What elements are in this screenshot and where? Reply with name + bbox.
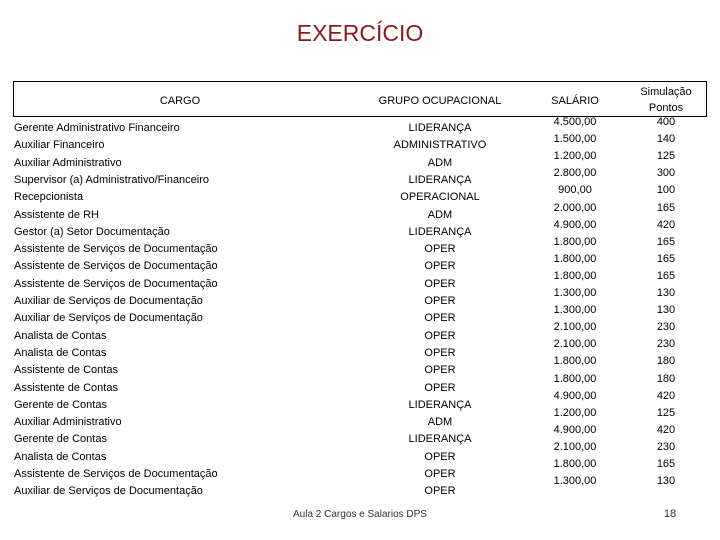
cell-cargo: Assistente de Serviços de Documentação [14,243,218,256]
cell-cargo: Auxiliar Administrativo [14,416,122,429]
cell-salario: 2.100,00 [553,338,597,351]
cell-grupo: LIDERANÇA [408,398,472,411]
cell-cargo: Assistente de Serviços de Documentação [14,260,218,273]
cell-pontos: 400 [656,116,676,128]
cell-grupo: LIDERANÇA [408,433,472,446]
cell-cargo: Assistente de Contas [14,364,118,377]
cell-cargo: Assistente de RH [14,208,99,221]
cell-grupo: ADM [427,156,453,169]
cell-grupo: OPER [424,295,456,307]
cell-pontos: 165 [656,201,676,214]
cell-cargo: Analista de Contas [14,346,107,359]
cell-grupo: OPER [424,364,456,377]
cell-salario: 2.800,00 [553,167,597,180]
cell-grupo: OPER [424,346,456,359]
cell-pontos: 100 [656,184,676,197]
cell-salario: 2.000,00 [553,201,597,214]
cell-cargo: Auxiliar de Serviços de Documentação [14,295,203,307]
cell-cargo: Gerente de Contas [14,398,107,411]
header-grupo-ocupacional: GRUPO OCUPACIONAL [378,95,502,107]
cell-cargo: Analista de Contas [14,450,107,463]
cell-pontos: 125 [656,406,676,419]
footer-text: Aula 2 Cargos e Salarios DPS [293,509,427,520]
cell-cargo: Auxiliar de Serviços de Documentação [14,485,203,498]
cell-pontos: 230 [656,338,676,351]
cell-grupo: LIDERANÇA [408,225,472,238]
cell-cargo: Gerente Administrativo Financeiro [14,122,180,134]
cell-salario: 2.100,00 [553,321,597,334]
cell-cargo: Analista de Contas [14,329,107,342]
cell-grupo: OPER [424,468,456,480]
cell-salario: 1.800,00 [553,355,597,368]
cell-salario: 1.300,00 [553,475,597,488]
cell-pontos: 420 [656,423,676,436]
cell-salario: 1.500,00 [553,133,597,146]
cell-pontos: 300 [656,167,676,180]
cell-salario: 1.800,00 [553,252,597,265]
cell-pontos: 180 [656,372,676,385]
cell-pontos: 180 [656,355,676,368]
slide-title: EXERCÍCIO [296,20,424,46]
cell-grupo: OPER [424,381,456,394]
cell-pontos: 165 [656,235,676,248]
header-simulacao-pontos: Simulação Pontos [640,86,692,114]
cell-salario: 4.900,00 [553,423,597,436]
cell-cargo: Auxiliar Administrativo [14,156,122,169]
cell-grupo: OPER [424,485,456,498]
cell-cargo: Assistente de Contas [14,381,118,394]
cell-pontos: 125 [656,150,676,163]
cell-grupo: OPER [424,312,456,325]
cell-pontos: 165 [656,458,676,470]
cell-pontos: 140 [656,133,676,146]
cell-salario: 1.800,00 [553,372,597,385]
cell-pontos: 420 [656,218,676,231]
cell-salario: 1.800,00 [553,235,597,248]
cell-pontos: 420 [656,389,676,402]
cell-grupo: LIDERANÇA [408,122,472,134]
cell-pontos: 130 [656,475,676,488]
cell-pontos: 165 [656,269,676,282]
cell-salario: 4.500,00 [553,116,597,128]
cell-grupo: OPER [424,450,456,463]
cell-grupo: ADM [427,208,453,221]
cell-grupo: OPER [424,329,456,342]
cell-cargo: Auxiliar de Serviços de Documentação [14,312,203,325]
cell-grupo: OPERACIONAL [400,191,480,204]
header-cargo: CARGO [159,95,201,107]
cell-cargo: Supervisor (a) Administrativo/Financeiro [14,173,210,186]
cell-grupo: OPER [424,277,456,290]
cell-grupo: ADMINISTRATIVO [393,139,487,152]
cell-pontos: 130 [656,304,676,317]
cell-pontos: 230 [656,321,676,334]
cell-grupo: ADM [427,416,453,429]
cell-salario: 1.300,00 [553,304,597,317]
cell-cargo: Gerente de Contas [14,433,107,446]
cell-cargo: Auxiliar Financeiro [14,139,105,152]
cell-cargo: Gestor (a) Setor Documentação [14,225,170,238]
cell-salario: 900,00 [558,184,592,197]
cell-pontos: 165 [656,252,676,265]
cell-salario: 4.900,00 [553,218,597,231]
cell-salario: 1.200,00 [553,150,597,163]
cell-salario: 2.100,00 [553,440,597,453]
cell-salario: 1.200,00 [553,406,597,419]
cell-salario: 1.800,00 [553,458,597,470]
cell-grupo: OPER [424,260,456,273]
cell-cargo: Assistente de Serviços de Documentação [14,277,218,290]
cell-cargo: Recepcionista [14,191,84,204]
cell-salario: 1.800,00 [553,269,597,282]
cell-cargo: Assistente de Serviços de Documentação [14,468,218,480]
cell-pontos: 230 [656,440,676,453]
header-salario: SALÁRIO [551,95,599,107]
cell-grupo: OPER [424,243,456,256]
cell-salario: 4.900,00 [553,389,597,402]
cell-pontos: 130 [656,287,676,299]
cell-salario: 1.300,00 [553,287,597,299]
cell-grupo: LIDERANÇA [408,173,472,186]
page-number: 18 [663,508,677,520]
